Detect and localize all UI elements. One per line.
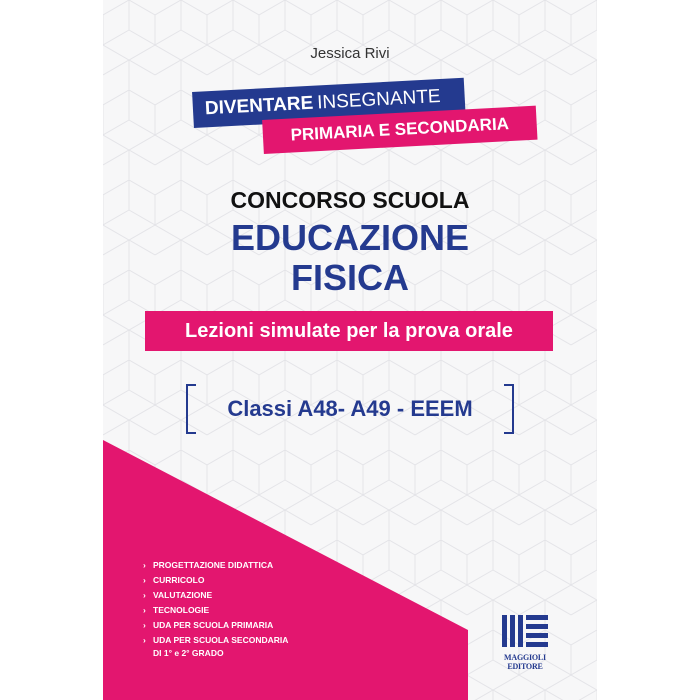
topic-item: › TECNOLOGIE [143, 603, 288, 618]
title-line-3: FISICA [290, 257, 409, 298]
publisher-name: MAGGIOLI EDITORE [504, 653, 546, 671]
maggioli-logo-icon [500, 614, 550, 648]
title-line-2: EDUCAZIONE [230, 217, 469, 258]
chevron-right-icon: › [143, 605, 146, 615]
book-cover [103, 0, 597, 700]
topics-list [143, 558, 288, 659]
series-band-magenta: PRIMARIA E SECONDARIA [262, 106, 537, 154]
topic-item: › UDA PER SCUOLA SECONDARIA DI 1° e 2° GRADO [143, 635, 289, 658]
topic-item-subline: DI 1° e 2° GRADO [153, 648, 224, 658]
topic-item: › UDA PER SCUOLA PRIMARIA [143, 618, 288, 633]
series-label-bold: DIVENTARE [204, 92, 314, 120]
title-line-1: CONCORSO SCUOLA [230, 187, 470, 213]
chevron-right-icon: › [143, 590, 146, 600]
series-label-light: INSEGNANTE [316, 86, 442, 114]
publisher-logo [500, 614, 550, 671]
chevron-right-icon: › [143, 620, 146, 630]
chevron-right-icon: › [143, 575, 146, 585]
chevron-right-icon: › [143, 560, 146, 570]
topic-item: › PROGETTAZIONE DIDATTICA [143, 558, 288, 573]
chevron-right-icon: › [143, 635, 146, 645]
author-name: Jessica Rivi [310, 45, 390, 62]
topic-item: › VALUTAZIONE [143, 588, 288, 603]
topic-item: › CURRICOLO [143, 573, 288, 588]
subtitle-banner: Lezioni simulate per la prova orale [145, 311, 553, 351]
classes-label: Classi A48- A49 - EEEM [227, 396, 473, 421]
